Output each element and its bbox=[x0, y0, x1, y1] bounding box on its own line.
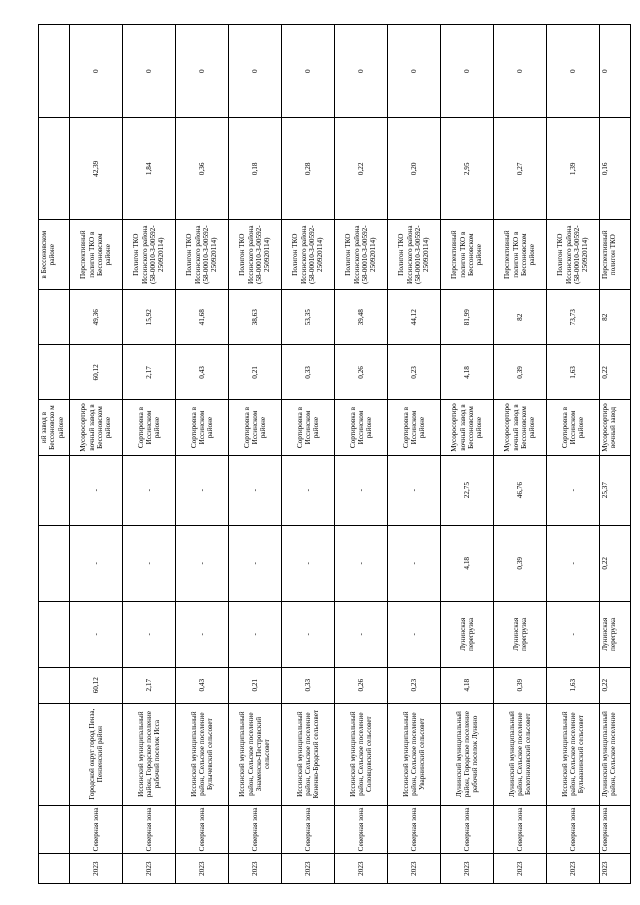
cell-remainder-volume: 82 bbox=[494, 290, 547, 345]
table-row bbox=[70, 25, 123, 884]
cell-transfer-station: - bbox=[335, 601, 388, 667]
cell-zone: Северная зона bbox=[123, 805, 176, 854]
cell-remainder-volume: 38,63 bbox=[229, 290, 282, 345]
cell-year: 2023 bbox=[176, 854, 229, 884]
header-fragment-cell bbox=[39, 290, 70, 345]
cell-volume: 0,39 bbox=[494, 667, 547, 703]
cell-disposal-volume: 0,27 bbox=[494, 118, 547, 220]
cell-processing-volume: 0,26 bbox=[335, 345, 388, 400]
cell-zone: Северная зона bbox=[494, 805, 547, 854]
cell-transfer-station: Лунинская перегрузка bbox=[494, 601, 547, 667]
table-row bbox=[123, 25, 176, 884]
cell-processing-facility: Мусоросортировочный завод bbox=[600, 400, 631, 455]
cell-transfer-station: Лунинская перегрузка bbox=[441, 601, 494, 667]
cell-extra-value: 0 bbox=[600, 25, 631, 118]
cell-transfer-volume: 0,22 bbox=[600, 525, 631, 601]
cell-volume: 0,33 bbox=[282, 667, 335, 703]
table-row bbox=[547, 25, 600, 884]
cell-disposal-volume: 0,28 bbox=[282, 118, 335, 220]
cell-disposal-volume: 42,39 bbox=[70, 118, 123, 220]
header-fragment-cell bbox=[39, 455, 70, 525]
cell-processing-volume: 0,22 bbox=[600, 345, 631, 400]
cell-direct-volume: - bbox=[282, 455, 335, 525]
cell-transfer-station: - bbox=[388, 601, 441, 667]
cell-transfer-volume: 0,39 bbox=[494, 525, 547, 601]
table-row bbox=[494, 25, 547, 884]
cell-processing-volume: 0,43 bbox=[176, 345, 229, 400]
cell-disposal-volume: 1,39 bbox=[547, 118, 600, 220]
cell-zone: Северная зона bbox=[441, 805, 494, 854]
cell-zone: Северная зона bbox=[335, 805, 388, 854]
cell-year: 2023 bbox=[282, 854, 335, 884]
cell-zone: Северная зона bbox=[600, 805, 631, 854]
cell-remainder-volume: 81,99 bbox=[441, 290, 494, 345]
cell-volume: 0,21 bbox=[229, 667, 282, 703]
cell-municipality: Иссинский муниципальный район, Сельское поселение Знаменско-Пестровский сельсовет bbox=[229, 703, 282, 805]
cell-volume: 4,18 bbox=[441, 667, 494, 703]
cell-disposal-facility: Перспективный полигон ТКО в Бессоновском районе bbox=[494, 220, 547, 290]
cell-extra-value: 0 bbox=[176, 25, 229, 118]
cell-processing-facility: Сортировка в Иссинском районе bbox=[176, 400, 229, 455]
cell-year: 2023 bbox=[229, 854, 282, 884]
cell-remainder-volume: 39,48 bbox=[335, 290, 388, 345]
table-row bbox=[176, 25, 229, 884]
cell-transfer-volume: - bbox=[70, 525, 123, 601]
cell-year: 2023 bbox=[123, 854, 176, 884]
table-row bbox=[600, 25, 631, 884]
cell-year: 2023 bbox=[547, 854, 600, 884]
cell-extra-value: 0 bbox=[335, 25, 388, 118]
cell-disposal-facility: Перспективный полигон ТКО в Бессоновском районе bbox=[70, 220, 123, 290]
header-fragment-cell bbox=[39, 854, 70, 884]
cell-disposal-facility: Полигон ТКО Иссинского района (58-00010-З-00592-250920114) bbox=[388, 220, 441, 290]
header-fragment-cell bbox=[39, 805, 70, 854]
cell-volume: 2,17 bbox=[123, 667, 176, 703]
cell-processing-facility: Сортировка в Иссинском районе bbox=[335, 400, 388, 455]
cell-transfer-volume: 4,18 bbox=[441, 525, 494, 601]
cell-processing-volume: 0,39 bbox=[494, 345, 547, 400]
cell-transfer-station: - bbox=[229, 601, 282, 667]
cell-extra-value: 0 bbox=[547, 25, 600, 118]
cell-zone: Северная зона bbox=[388, 805, 441, 854]
cell-remainder-volume: 82 bbox=[600, 290, 631, 345]
cell-municipality: Иссинский муниципальный район, Сельское поселение Булычевский сельсовет bbox=[176, 703, 229, 805]
cell-transfer-volume: - bbox=[388, 525, 441, 601]
cell-transfer-volume: - bbox=[123, 525, 176, 601]
cell-transfer-volume: - bbox=[282, 525, 335, 601]
header-fragment-cell bbox=[39, 25, 70, 118]
cell-zone: Северная зона bbox=[229, 805, 282, 854]
cell-processing-volume: 0,21 bbox=[229, 345, 282, 400]
header-fragment-cell: ий завод в Бессоновско м районе bbox=[39, 400, 70, 455]
cell-volume: 60,12 bbox=[70, 667, 123, 703]
cell-processing-facility: Сортировка в Иссинском районе bbox=[547, 400, 600, 455]
cell-volume: 0,43 bbox=[176, 667, 229, 703]
header-fragment-cell bbox=[39, 118, 70, 220]
header-fragment-cell bbox=[39, 345, 70, 400]
table-row bbox=[282, 25, 335, 884]
table-header-fragment-row bbox=[39, 25, 70, 884]
cell-direct-volume: - bbox=[176, 455, 229, 525]
cell-year: 2023 bbox=[494, 854, 547, 884]
header-fragment-cell: в Бессоновском районе bbox=[39, 220, 70, 290]
cell-zone: Северная зона bbox=[176, 805, 229, 854]
cell-disposal-facility: Полигон ТКО Иссинского района (58-00010-З-00592-250920114) bbox=[282, 220, 335, 290]
cell-transfer-volume: - bbox=[176, 525, 229, 601]
cell-municipality: Иссинский муниципальный район, Сельское поселение Бульванинский сельсовет bbox=[547, 703, 600, 805]
cell-disposal-facility: Полигон ТКО Иссинского района (58-00010-З-00592-250920114) bbox=[547, 220, 600, 290]
cell-municipality: Иссинский муниципальный район, Городское поселение рабочий поселок Исса bbox=[123, 703, 176, 805]
cell-municipality: Лунинский муниципальный район, Сельское поселение bbox=[600, 703, 631, 805]
cell-disposal-volume: 2,95 bbox=[441, 118, 494, 220]
cell-disposal-volume: 0,36 bbox=[176, 118, 229, 220]
cell-disposal-volume: 0,20 bbox=[388, 118, 441, 220]
cell-direct-volume: - bbox=[229, 455, 282, 525]
table-row bbox=[388, 25, 441, 884]
cell-volume: 0,26 bbox=[335, 667, 388, 703]
cell-processing-facility: Сортировка в Иссинском районе bbox=[282, 400, 335, 455]
cell-disposal-facility: Перспективный полигон ТКО bbox=[600, 220, 631, 290]
header-fragment-cell bbox=[39, 601, 70, 667]
rotated-table-container bbox=[38, 24, 618, 884]
cell-transfer-station: - bbox=[547, 601, 600, 667]
cell-disposal-facility: Перспективный полигон ТКО в Бессоновском районе bbox=[441, 220, 494, 290]
waste-flow-table bbox=[38, 24, 631, 884]
cell-remainder-volume: 15,92 bbox=[123, 290, 176, 345]
cell-processing-facility: Мусоросортировочный завод в Бессоновском районе bbox=[494, 400, 547, 455]
cell-processing-volume: 0,33 bbox=[282, 345, 335, 400]
table-row bbox=[441, 25, 494, 884]
cell-volume: 0,22 bbox=[600, 667, 631, 703]
cell-disposal-volume: 1,84 bbox=[123, 118, 176, 220]
table-row bbox=[335, 25, 388, 884]
cell-processing-volume: 4,18 bbox=[441, 345, 494, 400]
header-fragment-cell bbox=[39, 667, 70, 703]
cell-disposal-facility: Полигон ТКО Иссинского района (58-00010-З-00592-250920114) bbox=[123, 220, 176, 290]
cell-year: 2023 bbox=[70, 854, 123, 884]
cell-direct-volume: 25,37 bbox=[600, 455, 631, 525]
cell-year: 2023 bbox=[335, 854, 388, 884]
cell-disposal-volume: 0,16 bbox=[600, 118, 631, 220]
cell-direct-volume: 22,75 bbox=[441, 455, 494, 525]
cell-remainder-volume: 53,35 bbox=[282, 290, 335, 345]
cell-municipality: Иссинский муниципальный район, Сельское поселение Уварнинский сельсовет bbox=[388, 703, 441, 805]
cell-remainder-volume: 44,12 bbox=[388, 290, 441, 345]
cell-disposal-facility: Полигон ТКО Иссинского района (58-00010-З-00592-250920114) bbox=[229, 220, 282, 290]
cell-year: 2023 bbox=[600, 854, 631, 884]
cell-zone: Северная зона bbox=[282, 805, 335, 854]
cell-extra-value: 0 bbox=[494, 25, 547, 118]
cell-extra-value: 0 bbox=[70, 25, 123, 118]
cell-year: 2023 bbox=[441, 854, 494, 884]
cell-volume: 0,23 bbox=[388, 667, 441, 703]
cell-remainder-volume: 41,68 bbox=[176, 290, 229, 345]
cell-extra-value: 0 bbox=[123, 25, 176, 118]
cell-direct-volume: - bbox=[70, 455, 123, 525]
cell-processing-volume: 0,23 bbox=[388, 345, 441, 400]
cell-remainder-volume: 73,73 bbox=[547, 290, 600, 345]
cell-municipality: Городской округ город Пенза, Пензенский район bbox=[70, 703, 123, 805]
table-row bbox=[229, 25, 282, 884]
cell-zone: Северная зона bbox=[70, 805, 123, 854]
cell-processing-facility: Мусоросортировочный завод в Бессоновском районе bbox=[70, 400, 123, 455]
cell-processing-facility: Сортировка в Иссинском районе bbox=[123, 400, 176, 455]
cell-municipality: Иссинский муниципальный район, Сельское поселение Кененко-Бродский сельсовет bbox=[282, 703, 335, 805]
cell-transfer-station: - bbox=[176, 601, 229, 667]
cell-municipality: Лунинский муниципальный район, Городское поселение рабочий поселок Лунино bbox=[441, 703, 494, 805]
cell-extra-value: 0 bbox=[441, 25, 494, 118]
header-fragment-cell bbox=[39, 525, 70, 601]
cell-processing-volume: 1,63 bbox=[547, 345, 600, 400]
cell-processing-facility: Сортировка в Иссинском районе bbox=[229, 400, 282, 455]
header-fragment-cell bbox=[39, 703, 70, 805]
cell-disposal-facility: Полигон ТКО Иссинского района (58-00010-З-00592-250920114) bbox=[176, 220, 229, 290]
cell-remainder-volume: 49,36 bbox=[70, 290, 123, 345]
cell-processing-volume: 60,12 bbox=[70, 345, 123, 400]
cell-transfer-volume: - bbox=[335, 525, 388, 601]
cell-transfer-station: Лунинская перегрузка bbox=[600, 601, 631, 667]
cell-transfer-volume: - bbox=[229, 525, 282, 601]
cell-municipality: Лунинский муниципальный район, Сельское поселение Болотниковский сельсовет bbox=[494, 703, 547, 805]
cell-municipality: Иссинский муниципальный район, Сельское поселение Соловцовский сельсовет bbox=[335, 703, 388, 805]
cell-disposal-facility: Полигон ТКО Иссинского района (58-00010-З-00592-250920114) bbox=[335, 220, 388, 290]
cell-disposal-volume: 0,22 bbox=[335, 118, 388, 220]
cell-processing-facility: Мусоросортировочный завод в Бессоновском районе bbox=[441, 400, 494, 455]
cell-extra-value: 0 bbox=[229, 25, 282, 118]
cell-direct-volume: - bbox=[388, 455, 441, 525]
cell-processing-facility: Сортировка в Иссинском районе bbox=[388, 400, 441, 455]
cell-extra-value: 0 bbox=[388, 25, 441, 118]
cell-year: 2023 bbox=[388, 854, 441, 884]
cell-transfer-volume: - bbox=[547, 525, 600, 601]
cell-disposal-volume: 0,18 bbox=[229, 118, 282, 220]
cell-zone: Северная зона bbox=[547, 805, 600, 854]
cell-transfer-station: - bbox=[282, 601, 335, 667]
cell-extra-value: 0 bbox=[282, 25, 335, 118]
cell-direct-volume: - bbox=[123, 455, 176, 525]
cell-transfer-station: - bbox=[123, 601, 176, 667]
cell-direct-volume: - bbox=[547, 455, 600, 525]
cell-transfer-station: - bbox=[70, 601, 123, 667]
cell-volume: 1,63 bbox=[547, 667, 600, 703]
cell-direct-volume: 46,76 bbox=[494, 455, 547, 525]
cell-processing-volume: 2,17 bbox=[123, 345, 176, 400]
cell-direct-volume: - bbox=[335, 455, 388, 525]
